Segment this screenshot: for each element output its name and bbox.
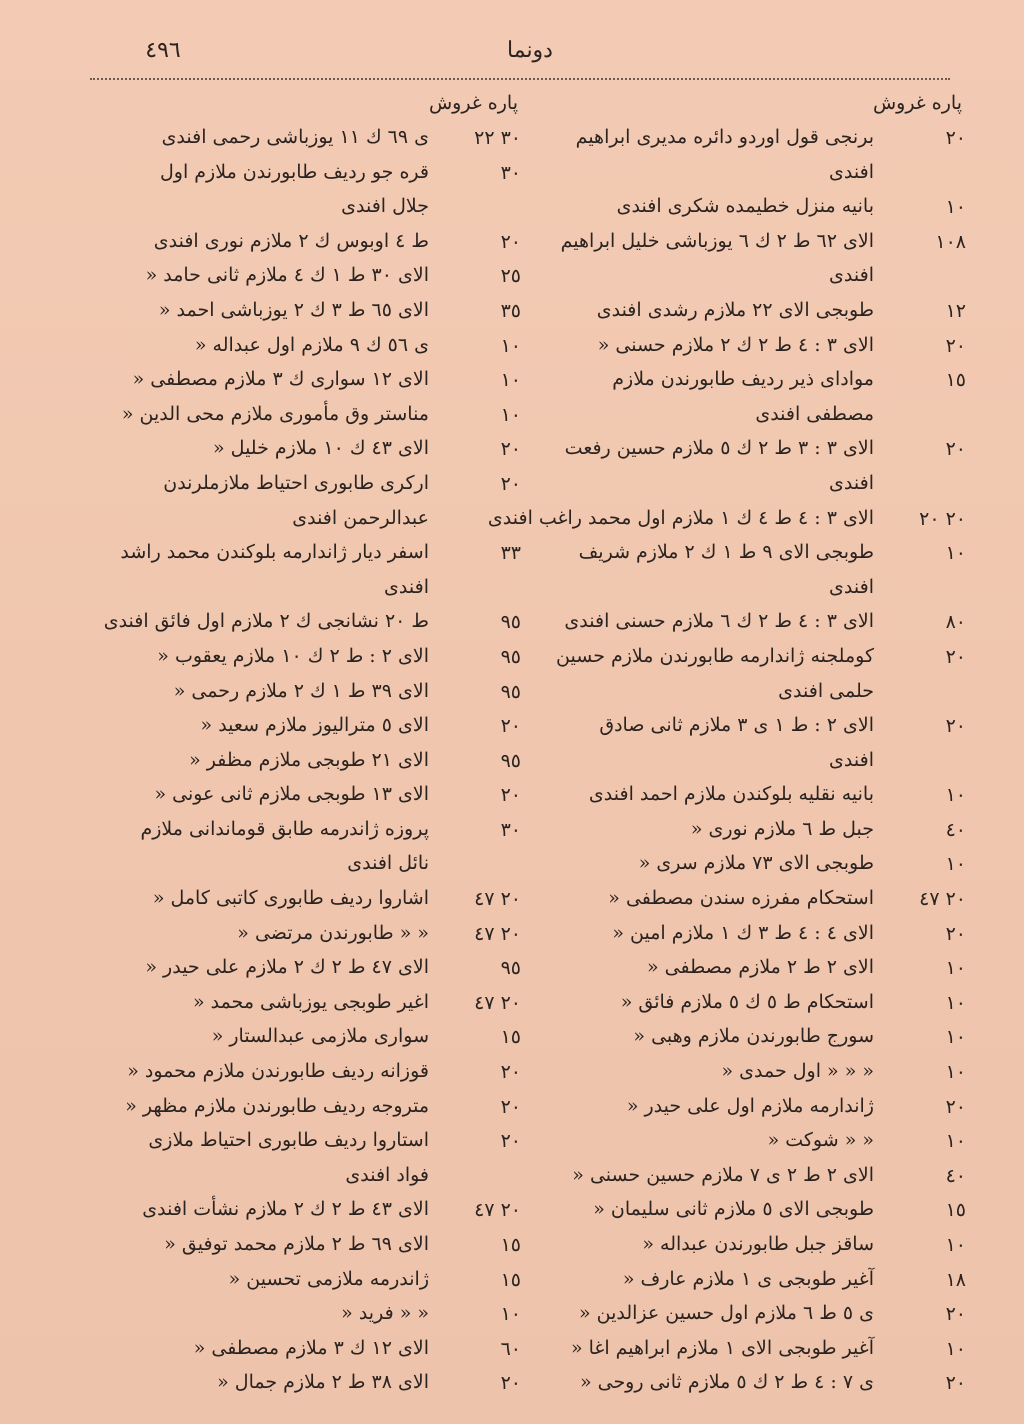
amount-value: ١٠ <box>500 1303 521 1326</box>
entry-text: الای ٣ : ٤ ط ٢ ك ٦ ملازم حسنی افندی <box>564 610 874 633</box>
entry-text: افندی <box>384 575 429 598</box>
amount-value: ١٨ <box>945 1268 966 1291</box>
entry-text: الای ٦٢ ط ٢ ك ٦ یوزباشی خلیل ابراهیم <box>560 229 874 252</box>
entry-text: افندی <box>829 748 874 771</box>
amount-value: ١٥ <box>500 1268 521 1291</box>
amount-value: ٤٠ <box>945 818 966 841</box>
entry-text: الای ٢ : ط ٢ ك ١٠ ملازم یعقوب « <box>157 644 429 667</box>
amount-value: ١٥ <box>500 1026 521 1049</box>
entry-text: طوبجی الای ٢٢ ملازم رشدی افندی <box>596 298 874 321</box>
entry-text: جلال افندی <box>341 195 429 218</box>
ledger-line <box>95 816 527 851</box>
ledger-line <box>95 159 527 194</box>
ledger-line <box>95 954 527 989</box>
header-divider <box>90 78 950 80</box>
entry-text: ی ٧ : ٤ ط ٢ ك ٥ ملازم ثانی روحی « <box>579 1371 874 1394</box>
amount-value: ٢٥ <box>500 265 521 288</box>
amount-value: ٢٠ ٢٠ <box>919 507 966 530</box>
ledger-line <box>540 816 972 851</box>
entry-text: الای ٣ : ٤ ط ٢ ك ٢ ملازم حسنی « <box>597 333 874 356</box>
ledger-line <box>95 1369 527 1404</box>
entry-text: الای ٦٥ ط ٣ ك ٢ یوزباشی احمد « <box>158 298 429 321</box>
entry-text: سواری ملازمی عبدالستار « <box>211 1025 429 1048</box>
amount-value: ٣٠ ٢٢ <box>474 127 521 149</box>
ledger-line <box>540 747 972 782</box>
amount-value: ٩٥ <box>500 749 521 772</box>
amount-value: ١٠ <box>945 853 966 876</box>
ledger-line <box>95 747 527 782</box>
ledger-line <box>540 1266 972 1301</box>
amount-value: ١٠٨ <box>935 230 966 253</box>
amount-value: ٩٥ <box>500 957 521 980</box>
amount-value: ١٠ <box>945 991 966 1014</box>
entry-text: « « شوکت « <box>767 1129 874 1152</box>
entry-text: استاروا ردیف طابوری احتیاط ملازی <box>148 1129 429 1152</box>
right-column-header: پاره غروش <box>872 92 962 114</box>
entry-text: فواد افندی <box>345 1163 429 1186</box>
amount-value: ٣٣ <box>500 542 521 565</box>
entry-text: موادای ذیر ردیف طابورندن ملازم <box>612 368 874 391</box>
entry-text: ژاندرمه ملازمی تحسین « <box>228 1267 429 1290</box>
entry-text: الای ٢ : ط ١ ی ٣ ملازم ثانی صادق <box>599 714 874 737</box>
ledger-line <box>540 920 972 955</box>
ledger-line <box>95 435 527 470</box>
ledger-line <box>95 989 527 1024</box>
entry-text: طوبجی الای ٥ ملازم ثانی سلیمان « <box>593 1198 874 1221</box>
amount-value: ٢٠ <box>500 715 521 738</box>
ledger-line <box>95 608 527 643</box>
amount-value: ١٠ <box>500 403 521 426</box>
amount-value: ١٥ <box>500 1234 521 1256</box>
ledger-line <box>95 332 527 367</box>
entry-text: افندی <box>829 160 874 183</box>
ledger-line <box>540 885 972 920</box>
page-title: دونما <box>507 38 553 63</box>
ledger-line <box>540 1369 972 1404</box>
entry-text: ی ٥٦ ك ٩ ملازم اول عبداله « <box>194 333 429 356</box>
ledger-line <box>540 1196 972 1231</box>
ledger-line <box>540 539 972 574</box>
ledger-line <box>95 262 527 297</box>
entry-text: سورج طابورندن ملازم وهبی « <box>633 1025 874 1048</box>
amount-value: ٢٠ <box>945 1372 966 1395</box>
amount-value: ٣٠ <box>500 818 521 841</box>
ledger-line <box>95 1127 527 1162</box>
entry-text: جبل ط ٦ ملازم نوری « <box>690 817 874 840</box>
amount-value: ٢٠ ٤٧ <box>919 888 966 911</box>
amount-value: ٢٠ <box>945 645 966 668</box>
ledger-line <box>540 435 972 470</box>
ledger-line <box>95 1058 527 1093</box>
amount-value: ٢٠ <box>500 438 521 461</box>
entry-text: قوزانه ردیف طابورندن ملازم محمود « <box>127 1060 429 1083</box>
ledger-line <box>95 781 527 816</box>
amount-value: ١٢ <box>945 299 966 322</box>
entry-text: ژاندارمه ملازم اول علی حیدر « <box>626 1094 874 1117</box>
amount-value: ٢٠ ٤٧ <box>474 922 521 945</box>
entry-text: حلمی افندی <box>778 679 874 702</box>
entry-text: افندی <box>829 471 874 494</box>
ledger-line <box>95 1300 527 1335</box>
entry-text: برنجی قول اوردو دائره مدیری ابراهیم <box>575 126 874 148</box>
entry-text: الای ٤٧ ط ٢ ك ٢ ملازم علی حیدر « <box>145 956 429 979</box>
entry-text: متروجه ردیف طابورندن ملازم مظهر « <box>125 1094 429 1117</box>
amount-value: ٢٠ ٤٧ <box>474 1199 521 1222</box>
entry-text: ی ٦٩ ك ١١ یوزباشی رحمی افندی <box>161 126 429 148</box>
ledger-line <box>95 297 527 332</box>
left-column <box>95 124 527 1404</box>
ledger-line <box>540 297 972 332</box>
entry-text: استحکام مفرزه سندن مصطفی « <box>608 887 874 910</box>
ledger-line <box>540 470 972 505</box>
entry-text: الای ٢ ط ٢ ملازم مصطفی « <box>646 956 874 979</box>
entry-text: طوبجی الای ٧٣ ملازم سری « <box>638 852 874 875</box>
ledger-line <box>540 262 972 297</box>
entry-text: الای ٣٨ ط ٢ ملازم جمال « <box>217 1371 429 1394</box>
entry-text: الای ١٢ ك ٣ ملازم مصطفی « <box>193 1336 429 1359</box>
entry-text: پروزه ژاندرمه طابق قوماندانی ملازم <box>140 817 429 840</box>
ledger-line <box>95 193 527 228</box>
amount-value: ٢٠ <box>945 1303 966 1326</box>
entry-text: ارکری طابوری احتیاط ملازملرندن <box>163 471 429 494</box>
entry-text: افندی <box>829 264 874 287</box>
entry-text: نائل افندی <box>347 852 429 875</box>
ledger-line <box>95 470 527 505</box>
ledger-line <box>95 366 527 401</box>
entry-text: استحکام ط ٥ ك ٥ ملازم فائق « <box>620 990 874 1013</box>
ledger-line <box>95 885 527 920</box>
left-column-header: پاره غروش <box>428 92 518 114</box>
entry-text: « « فرید « <box>341 1302 429 1325</box>
ledger-line <box>95 1231 527 1266</box>
ledger-line <box>95 1335 527 1370</box>
ledger-line <box>95 1196 527 1231</box>
entry-text: الای ٢ ط ٢ ی ٧ ملازم حسین حسنی « <box>572 1163 874 1186</box>
entry-text: مصطفی افندی <box>755 402 874 425</box>
amount-value: ٢٠ <box>500 784 521 807</box>
entry-text: قره جو ردیف طابورندن ملازم اول <box>160 160 429 183</box>
ledger-line <box>540 1162 972 1197</box>
amount-value: ١٠ <box>945 542 966 565</box>
amount-value: ١٠ <box>945 957 966 980</box>
ledger-line <box>540 781 972 816</box>
ledger-line <box>540 989 972 1024</box>
amount-value: ١٠ <box>945 1234 966 1256</box>
entry-text: الای ١٣ طوبجی ملازم ثانی عونی « <box>154 783 429 806</box>
ledger-line <box>540 712 972 747</box>
entry-text: اسفر دیار ژاندارمه بلوکندن محمد راشد <box>120 541 429 564</box>
entry-text: الای ٤ : ٤ ط ٣ ك ١ ملازم امین « <box>612 921 874 944</box>
ledger-line <box>95 1023 527 1058</box>
amount-value: ٢٠ <box>500 1130 521 1153</box>
entry-text: ساقز جبل طابورندن عبداله « <box>642 1233 874 1255</box>
ledger-line <box>540 332 972 367</box>
amount-value: ٢٠ <box>945 334 966 357</box>
amount-value: ٢٠ ٤٧ <box>474 888 521 911</box>
ledger-line <box>95 1162 527 1197</box>
amount-value: ٦٠ <box>500 1337 521 1360</box>
amount-value: ١٠ <box>945 1130 966 1153</box>
amount-value: ١٠ <box>945 1061 966 1084</box>
amount-value: ١٠ <box>945 784 966 807</box>
entry-text: بانیه منزل خطیمده شکری افندی <box>616 195 874 218</box>
entry-text: « « « اول حمدی « <box>721 1060 874 1083</box>
entry-text: ی ٥ ط ٦ ملازم اول حسین عزالدین « <box>578 1302 874 1325</box>
ledger-line <box>95 574 527 609</box>
amount-value: ٣٥ <box>500 299 521 322</box>
amount-value: ٩٥ <box>500 680 521 703</box>
ledger-line <box>540 850 972 885</box>
entry-text: طوبجی الای ٩ ط ١ ك ٢ ملازم شریف <box>578 541 874 564</box>
entry-text: الای ٢١ طوبجی ملازم مظفر « <box>189 748 429 771</box>
entry-text: ط ٢٠ نشانجی ك ٢ ملازم اول فائق افندی <box>103 610 429 633</box>
ledger-line <box>540 678 972 713</box>
entry-text: افندی <box>829 575 874 598</box>
amount-value: ١٠ <box>500 369 521 392</box>
ledger-line <box>540 1300 972 1335</box>
entry-text: الای ١٢ سواری ك ٣ ملازم مصطفی « <box>132 368 429 391</box>
ledger-line <box>540 608 972 643</box>
entry-text: ط ٤ اوبوس ك ٢ ملازم نوری افندی <box>153 229 429 252</box>
entry-text: الای ٣ : ٤ ط ٤ ك ١ ملازم اول محمد راغب افندی <box>487 506 874 529</box>
amount-value: ٢٠ <box>500 1095 521 1118</box>
amount-value: ١٠ <box>500 334 521 357</box>
ledger-line <box>95 850 527 885</box>
amount-value: ٩٥ <box>500 645 521 668</box>
amount-value: ٨٠ <box>945 611 966 634</box>
ledger-line <box>95 124 527 159</box>
ledger-line <box>540 1093 972 1128</box>
amount-value: ٢٠ <box>500 1372 521 1395</box>
entry-text: الای ٣ : ٣ ط ٢ ك ٥ ملازم حسین رفعت <box>564 437 874 460</box>
entry-text: آغیر طوبجی ی ١ ملازم عارف « <box>622 1267 874 1290</box>
entry-text: الای ٤٣ ط ٢ ك ٢ ملازم نشأت افندی <box>142 1198 429 1221</box>
amount-value: ٣٠ <box>500 161 521 184</box>
ledger-line <box>540 228 972 263</box>
amount-value: ٢٠ <box>500 230 521 253</box>
ledger-line <box>95 1093 527 1128</box>
ledger-line <box>540 193 972 228</box>
amount-value: ١٠ <box>945 1337 966 1360</box>
entry-text: الای ٣٠ ط ١ ك ٤ ملازم ثانی حامد « <box>145 264 429 287</box>
amount-value: ٢٠ <box>500 1061 521 1084</box>
entry-text: الای ٤٣ ك ١٠ ملازم خلیل « <box>213 437 429 460</box>
ledger-line <box>95 505 527 540</box>
ledger-line <box>95 401 527 436</box>
ledger-line <box>540 366 972 401</box>
ledger-line <box>95 712 527 747</box>
ledger-line <box>95 678 527 713</box>
ledger-line <box>540 1231 972 1266</box>
ledger-line <box>540 1335 972 1370</box>
ledger-line <box>95 920 527 955</box>
entry-text: الای ٦٩ ط ٢ ملازم محمد توفیق « <box>164 1233 429 1255</box>
amount-value: ٢٠ <box>945 715 966 738</box>
entry-text: آغیر طوبجی الای ١ ملازم ابراهیم اغا « <box>570 1336 874 1359</box>
entry-text: الای ٥ متراليوز ملازم سعید « <box>200 714 429 737</box>
entry-text: اغیر طوبجی یوزباشی محمد « <box>192 990 429 1013</box>
amount-value: ١٠ <box>945 1026 966 1049</box>
ledger-line <box>95 1266 527 1301</box>
ledger-line <box>540 124 972 159</box>
amount-value: ١٥ <box>945 369 966 392</box>
amount-value: ٩٥ <box>500 611 521 634</box>
page-number: ٤٩٦ <box>145 38 181 63</box>
entry-text: مناستر وق مأموری ملازم محی الدین « <box>121 402 429 425</box>
amount-value: ١٥ <box>945 1199 966 1222</box>
ledger-line <box>487 505 972 540</box>
amount-value: ٤٠ <box>945 1164 966 1187</box>
ledger-line <box>95 539 527 574</box>
ledger-line <box>95 228 527 263</box>
amount-value: ٢٠ <box>945 438 966 461</box>
ledger-line <box>540 1023 972 1058</box>
entry-text: کوملجنه ژاندارمه طابورندن ملازم حسین <box>556 644 874 667</box>
amount-value: ٢٠ <box>945 922 966 945</box>
ledger-line <box>540 954 972 989</box>
amount-value: ٢٠ <box>500 472 521 495</box>
ledger-line <box>540 401 972 436</box>
entry-text: « « طابورندن مرتضی « <box>237 921 429 944</box>
entry-text: بانیه نقلیه بلوکندن ملازم احمد افندی <box>588 783 874 806</box>
ledger-line <box>540 159 972 194</box>
ledger-line <box>540 574 972 609</box>
amount-value: ٢٠ <box>945 1095 966 1118</box>
ledger-line <box>540 643 972 678</box>
entry-text: عبدالرحمن افندی <box>292 506 429 529</box>
entry-text: اشاروا ردیف طابوری کاتبی کامل « <box>152 887 429 910</box>
amount-value: ٢٠ <box>945 127 966 149</box>
ledger-line <box>95 643 527 678</box>
ledger-line <box>540 1127 972 1162</box>
amount-value: ١٠ <box>945 196 966 219</box>
ledger-line <box>540 1058 972 1093</box>
amount-value: ٢٠ ٤٧ <box>474 991 521 1014</box>
entry-text: الای ٣٩ ط ١ ك ٢ ملازم رحمی « <box>173 679 429 702</box>
